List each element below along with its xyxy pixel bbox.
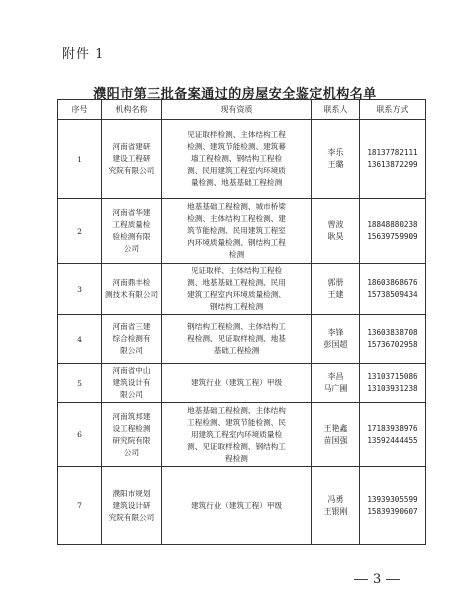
contact-person-line: 李昌 [327,372,344,381]
contact-person-line: 苗国强 [323,435,348,445]
qualification [162,364,312,403]
qualification-line: 建筑工程室内环境质量检测、 [187,290,286,299]
institution-name [102,264,162,315]
contact-phone [360,120,426,199]
qualification-line: 检测、主体结构工程检测、建 [187,214,286,223]
contact-phone-line: 18137782111 [367,148,418,157]
qualification-line: 见证取样、主体结构工程检 [190,266,283,275]
row-number: 3 [58,264,102,315]
page-dash-right [386,579,400,580]
contact-phone-line: 13103931238 [367,384,418,393]
contact-person-line: 郭册 [327,278,344,287]
qualification-line: 量检测、地基基础工程检测 [190,178,283,187]
contact-person [312,120,360,199]
contact-phone [360,315,426,364]
institution-name-line: 工程质量检 [112,220,151,229]
contact-person-line: 王艳鑫 [323,423,348,433]
contact-person-line: 李锋 [327,328,344,337]
table-header-row [58,100,426,120]
contact-person-line: 王璐 [327,160,344,169]
institution-name-line: 河南省中山 [112,366,151,375]
header-qualification: 现有资质 [162,100,312,120]
table-row [58,199,426,264]
contact-person-line: 曾波 [327,220,344,229]
row-number: 5 [58,364,102,403]
institution-name-line: 测技术有限公司 [104,290,159,299]
contact-phone-line: 17183938976 [367,423,418,433]
institution-table [57,99,426,545]
qualification-line: 钢结构工程检测 [209,302,264,311]
contact-phone-line: 13603838708 [367,328,418,337]
contact-person-line: 李乐 [327,148,344,157]
institution-name-line: 河南省三建 [112,322,151,331]
institution-name [102,364,162,403]
contact-phone-line: 13613872299 [367,160,418,169]
contact-phone-line: 18603868676 [367,278,418,287]
institution-name [102,403,162,467]
row-number: 2 [58,199,102,264]
institution-name-line: 濮阳市规划 [112,488,151,498]
qualification-line: 工程检测、建筑节能检测、民 [187,417,286,427]
contact-person [312,199,360,264]
qualification-line: 建筑行业（建筑工程）甲级 [190,378,283,387]
qualification [162,315,312,364]
contact-phone-line: 13939305599 [367,494,418,504]
qualification [162,264,312,315]
institution-name [102,199,162,264]
contact-person [312,315,360,364]
contact-person [312,264,360,315]
contact-phone [360,199,426,264]
contact-phone-line: 15639759909 [367,232,418,241]
contact-phone [360,364,426,403]
institution-name-line: 河南鼎丰检 [112,278,151,287]
qualification-line: 见证取样检测、主体结构工程 [187,130,286,139]
institution-name-line: 研究院有限 [112,435,151,445]
contact-person-line: 耿昊 [327,232,344,241]
header-name: 机构名称 [102,100,162,120]
row-number: 7 [58,467,102,545]
qualification-line: 用建筑工程室内环境质量检 [190,429,283,439]
institution-name [102,315,162,364]
institution-name-line: 限公司 [120,346,143,355]
qualification-line: 墙工程检测、钢结构工程检 [190,154,283,163]
contact-phone-line: 13103715086 [367,372,418,381]
contact-person-line: 冯勇 [327,494,344,504]
qualification [162,403,312,467]
contact-person-line: 彭国超 [323,340,348,349]
institution-name-line: 公司 [123,244,140,253]
table-row [58,364,426,403]
qualification [162,199,312,264]
institution-name-line: 河南省华建 [112,208,151,217]
qualification-line: 测、民用建筑工程室内环境质 [187,166,286,175]
qualification-line: 检测、建筑节能检测、建筑幕 [187,142,286,151]
institution-name-line: 验检测有限 [112,232,151,241]
contact-person-line: 王银刚 [323,506,348,516]
row-number: 6 [58,403,102,467]
contact-person [312,403,360,467]
header-phone: 联系方式 [360,100,426,120]
contact-phone-line: 15736702958 [367,340,418,349]
institution-name-line: 建设工程研 [112,154,151,163]
document-title: 濮阳市第三批备案通过的房屋安全鉴定机构名单 [93,87,377,102]
page-dash-left [354,579,368,580]
contact-phone-line: 13592444455 [367,435,418,445]
table-row [58,264,426,315]
institution-name-line: 究院有限公司 [108,166,155,175]
table-row [58,403,426,467]
table-row [58,120,426,199]
qualification-line: 测、地基基础工程检测、民用 [187,278,286,287]
contact-person-line: 马广圃 [323,384,348,393]
qualification-line: 检测 [228,250,245,259]
header-contact: 联系人 [312,100,360,120]
qualification-line: 筑节能检测、民用建筑工程室 [187,226,286,235]
institution-name-line: 综合检测有 [112,334,151,343]
institution-name [102,467,162,545]
institution-name [102,120,162,199]
institution-name-line: 河南省建研 [112,142,151,151]
page-number-value: 3 [373,572,382,587]
qualification-line: 建筑行业（建筑工程）甲级 [190,500,283,510]
institution-name-line: 建筑设计研 [112,500,151,510]
row-number: 4 [58,315,102,364]
institution-name-line: 公司 [123,447,140,457]
table-row [58,467,426,545]
contact-phone [360,467,426,545]
qualification-line: 程检测 [225,453,248,463]
qualification-line: 内环境质量检测、钢结构工程 [187,238,286,247]
qualification [162,120,312,199]
institution-name-line: 限公司 [120,390,143,399]
qualification [162,467,312,545]
contact-person [312,364,360,403]
institution-name-line: 河南筑邦建 [112,411,151,421]
institution-name-line: 建筑设计有 [112,378,151,387]
qualification-line: 钢结构工程检测、主体结构工 [187,322,286,331]
table-row [58,315,426,364]
contact-phone [360,403,426,467]
attachment-label: 附件 1 [62,47,105,62]
qualification-line: 地基基础工程检测、城市桥梁 [187,202,286,211]
institution-name-line: 究院有限公司 [108,512,155,522]
qualification-line: 测、见证取样检测、钢结构工 [187,441,286,451]
qualification-line: 程检测、见证取样检测、地基 [187,334,286,343]
qualification-line: 地基基础工程检测、主体结构 [187,405,286,415]
qualification-line: 基础工程检测 [213,346,260,355]
page-number [349,572,405,587]
header-no: 序号 [58,100,102,120]
contact-person [312,467,360,545]
contact-phone-line: 15839390607 [367,506,418,516]
contact-phone-line: 15738509434 [367,290,418,299]
institution-name-line: 设工程检测 [112,423,151,433]
row-number: 1 [58,120,102,199]
contact-person-line: 王建 [327,290,344,299]
contact-phone-line: 18848880238 [367,220,418,229]
contact-phone [360,264,426,315]
